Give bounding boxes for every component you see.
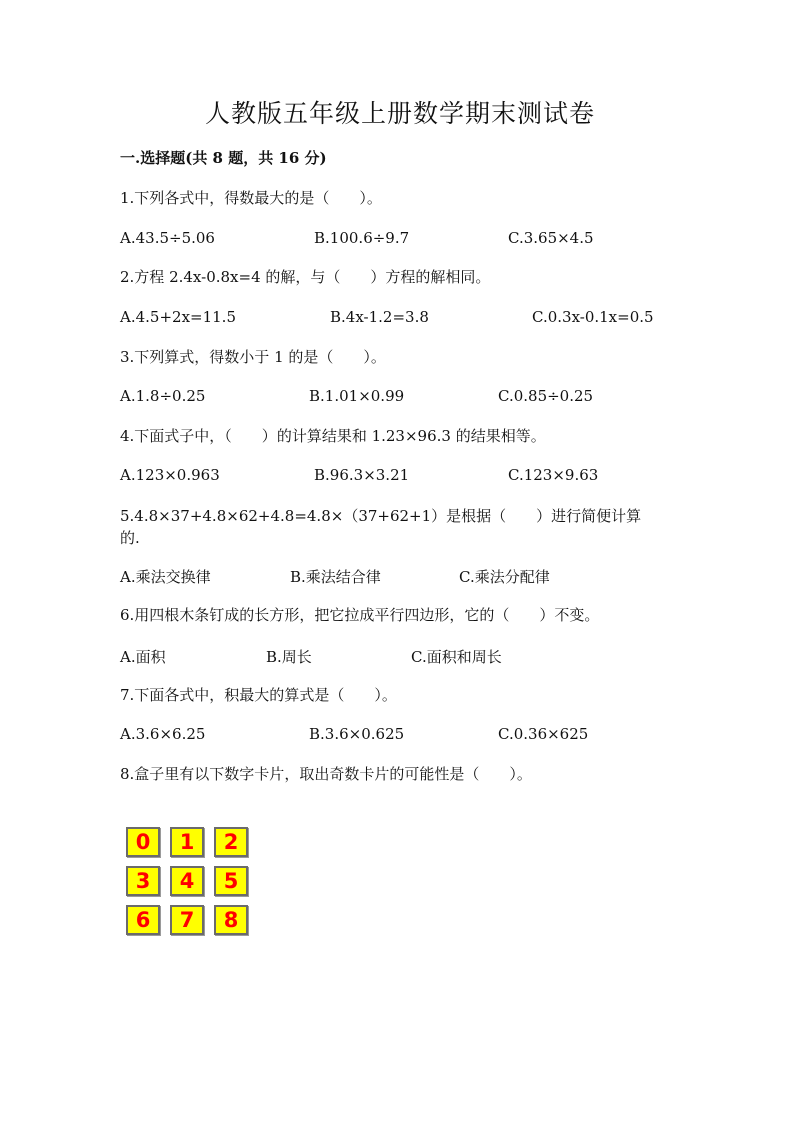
- question-5: 5.4.8×37+4.8×62+4.8=4.8×（37+62+1）是根据（ ）进行简便计算的.: [120, 507, 642, 547]
- q3-option-a: A.1.8÷0.25: [120, 387, 206, 405]
- q1-option-b: B.100.6÷9.7: [314, 229, 410, 247]
- q2-option-c: C.0.3x-0.1x=0.5: [532, 308, 654, 326]
- number-card: 7: [170, 905, 204, 935]
- question-2: 2.方程 2.4x-0.8x=4 的解，与（ ）方程的解相同。: [120, 268, 491, 286]
- question-4: 4.下面式子中，（ ）的计算结果和 1.23×96.3 的结果相等。: [120, 427, 546, 445]
- number-card: 2: [214, 827, 248, 857]
- q2-option-a: A.4.5+2x=11.5: [120, 308, 236, 326]
- number-card: 3: [126, 866, 160, 896]
- q1-option-c: C.3.65×4.5: [508, 229, 594, 247]
- page-title: 人教版五年级上册数学期末测试卷: [204, 99, 595, 128]
- q6-option-c: C.面积和周长: [411, 648, 502, 666]
- number-card: 5: [214, 866, 248, 896]
- number-card: 4: [170, 866, 204, 896]
- section-heading: 一.选择题(共 8 题，共 16 分): [120, 149, 327, 167]
- q5-option-a: A.乘法交换律: [120, 568, 211, 586]
- number-cards-grid: [126, 827, 250, 939]
- q4-option-b: B.96.3×3.21: [314, 466, 410, 484]
- q4-option-a: A.123×0.963: [120, 466, 220, 484]
- q2-option-b: B.4x-1.2=3.8: [330, 308, 429, 326]
- question-1: 1.下列各式中，得数最大的是（ ）。: [120, 189, 382, 207]
- q6-option-a: A.面积: [120, 648, 166, 666]
- q7-option-a: A.3.6×6.25: [120, 725, 206, 743]
- q7-option-c: C.0.36×625: [498, 725, 589, 743]
- question-8: 8.盒子里有以下数字卡片，取出奇数卡片的可能性是（ ）。: [120, 765, 532, 783]
- question-6: 6.用四根木条钉成的长方形，把它拉成平行四边形，它的（ ）不变。: [120, 606, 600, 624]
- q6-option-b: B.周长: [266, 648, 312, 666]
- number-card: 1: [170, 827, 204, 857]
- q3-option-c: C.0.85÷0.25: [498, 387, 594, 405]
- q3-option-b: B.1.01×0.99: [309, 387, 405, 405]
- q4-option-c: C.123×9.63: [508, 466, 599, 484]
- question-7: 7.下面各式中，积最大的算式是（ ）。: [120, 686, 397, 704]
- question-3: 3.下列算式，得数小于 1 的是（ ）。: [120, 348, 386, 366]
- q5-option-b: B.乘法结合律: [290, 568, 381, 586]
- q5-option-c: C.乘法分配律: [459, 568, 550, 586]
- number-card: 6: [126, 905, 160, 935]
- number-card: 0: [126, 827, 160, 857]
- q1-option-a: A.43.5÷5.06: [120, 229, 215, 247]
- number-card: 8: [214, 905, 248, 935]
- q7-option-b: B.3.6×0.625: [309, 725, 405, 743]
